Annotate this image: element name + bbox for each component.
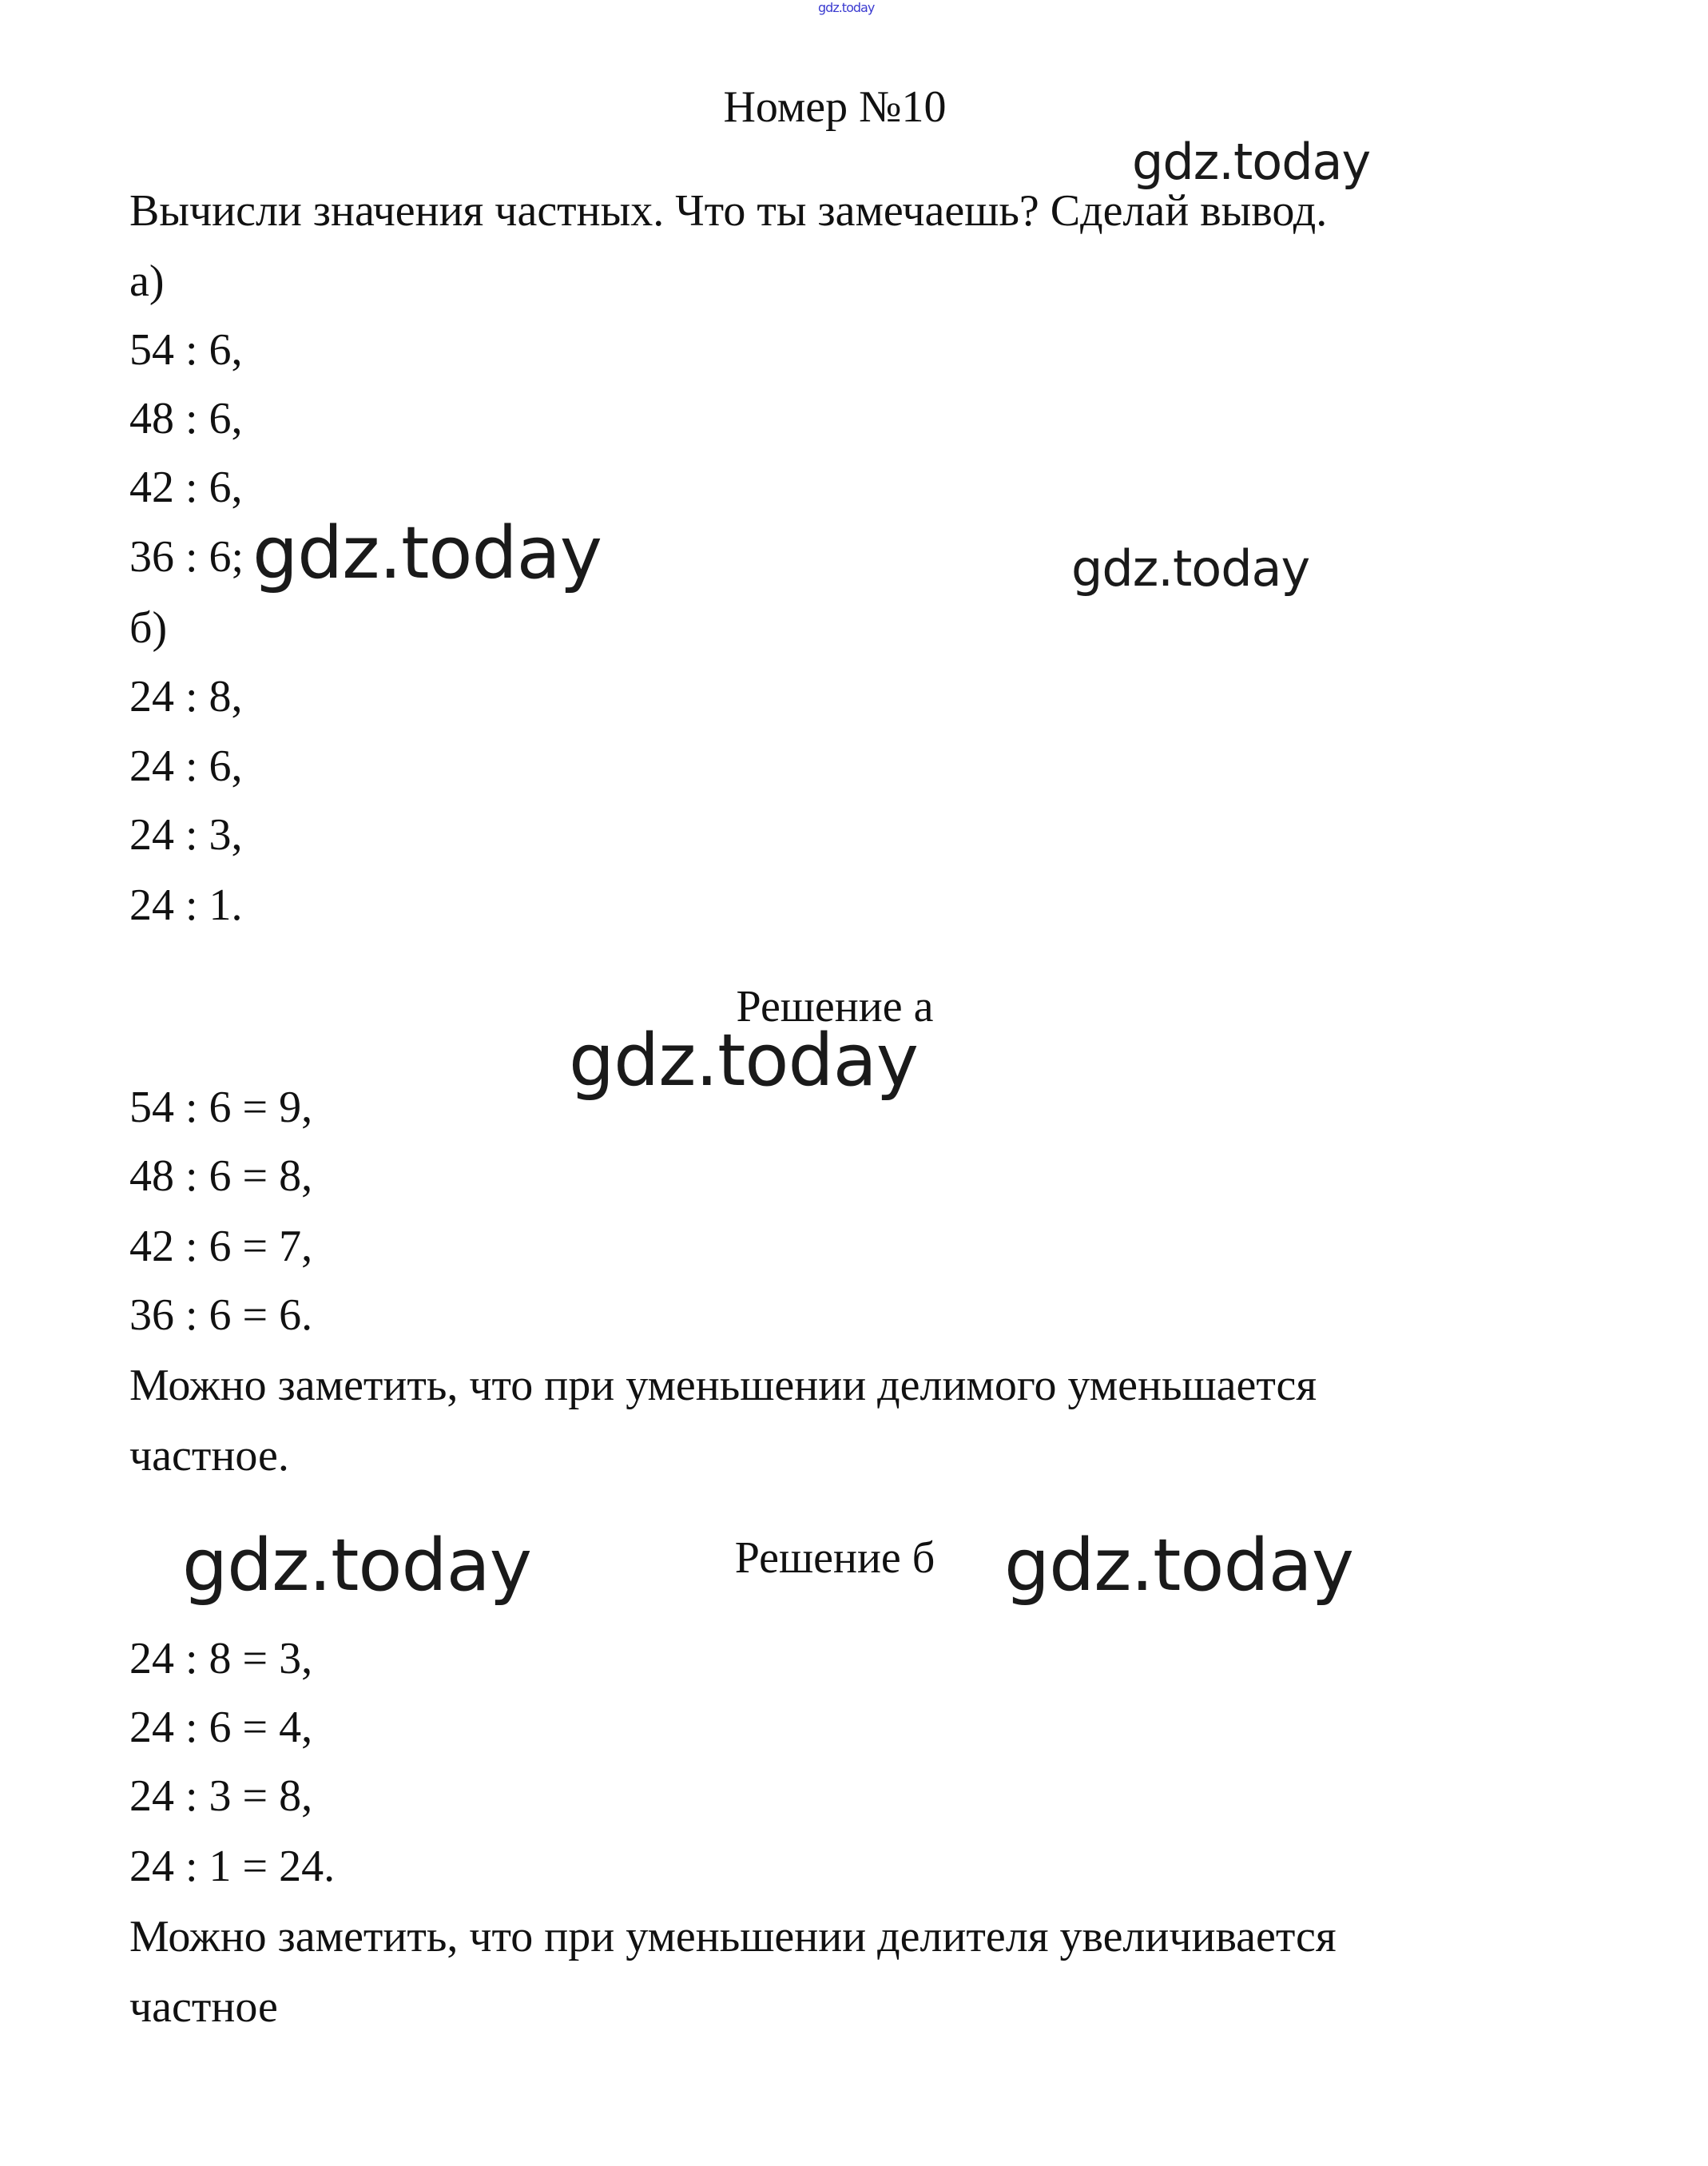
- watermark: gdz.today: [182, 1524, 532, 1608]
- solution-b-title: Решение б: [734, 1533, 935, 1583]
- solution-line: 48 : 6 = 8,: [129, 1151, 313, 1201]
- watermark: gdz.today: [1004, 1524, 1354, 1608]
- exercise-line: 54 : 6,: [129, 325, 243, 375]
- exercise-line: 36 : 6;: [129, 532, 244, 582]
- part-b-label: б): [129, 603, 168, 653]
- watermark: gdz.today: [569, 1019, 919, 1103]
- exercise-line: 24 : 3,: [129, 810, 243, 860]
- watermark: gdz.today: [252, 511, 602, 595]
- solution-line: 36 : 6 = 6.: [129, 1290, 313, 1340]
- solution-line: 24 : 8 = 3,: [129, 1634, 313, 1683]
- watermark: gdz.today: [1071, 539, 1310, 598]
- exercise-line: 42 : 6,: [129, 463, 243, 512]
- solution-line: 24 : 1 = 24.: [129, 1842, 336, 1891]
- exercise-line: 24 : 8,: [129, 672, 243, 721]
- solution-line: 42 : 6 = 7,: [129, 1222, 313, 1271]
- conclusion-a-line: частное.: [129, 1431, 289, 1480]
- exercise-line: 24 : 1.: [129, 880, 243, 930]
- exercise-line: 24 : 6,: [129, 741, 243, 791]
- exercise-line: 48 : 6,: [129, 394, 243, 443]
- solution-a-title: Решение а: [736, 982, 934, 1031]
- watermark-top: gdz.today: [818, 0, 875, 15]
- conclusion-a-line: Можно заметить, что при уменьшении делимого уменьшается: [129, 1361, 1317, 1410]
- part-a-label: а): [129, 256, 165, 306]
- page-title: Номер №10: [723, 82, 947, 132]
- solution-line: 24 : 6 = 4,: [129, 1703, 313, 1752]
- solution-line: 24 : 3 = 8,: [129, 1771, 313, 1821]
- conclusion-b-line: Можно заметить, что при уменьшении делителя увеличивается: [129, 1912, 1337, 1961]
- conclusion-b-line: частное: [129, 1982, 278, 2032]
- watermark: gdz.today: [1132, 133, 1371, 191]
- task-text: Вычисли значения частных. Что ты замечаешь? Сделай вывод.: [129, 186, 1328, 236]
- solution-line: 54 : 6 = 9,: [129, 1083, 313, 1132]
